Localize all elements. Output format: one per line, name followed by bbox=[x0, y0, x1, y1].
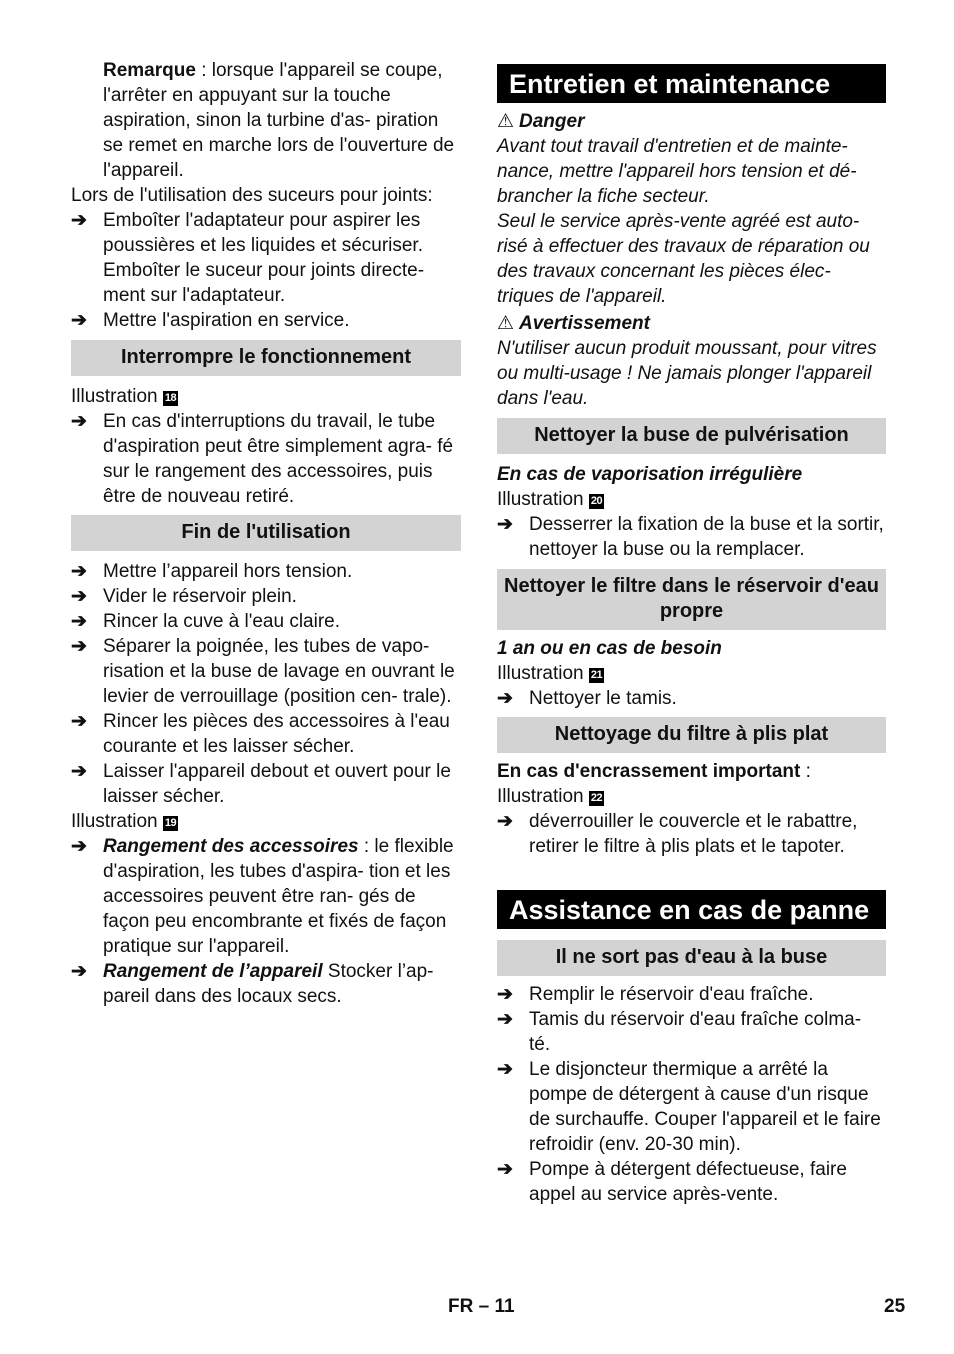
nozzle-condition: En cas de vaporisation irrégulière bbox=[497, 464, 803, 485]
list-item: ➔ Emboîter l'adaptateur pour aspirer les poussières et les liquides et sécuriser. Emboîter le suceur pour joints directe- ment sur l'adaptateur. bbox=[71, 210, 425, 306]
list-item: ➔ Mettre l'aspiration en service. bbox=[71, 310, 350, 331]
illustration-ref: Illustration 21 bbox=[497, 663, 603, 684]
figure-number-badge: 21 bbox=[590, 669, 603, 681]
list-item: ➔ Rincer les pièces des accessoires à l'eau courante et les laisser sécher. bbox=[71, 711, 450, 757]
store-device-label: Rangement de l’appareil bbox=[103, 961, 323, 982]
filter-condition: 1 an ou en cas de besoin bbox=[497, 638, 722, 659]
list-item: ➔ Laisser l'appareil debout et ouvert pour le laisser sécher. bbox=[71, 761, 451, 807]
arrow-bullet-icon: ➔ bbox=[497, 688, 513, 709]
list-item: ➔ Rangement des accessoires : le flexible d'aspiration, les tubes d'aspira- tion et les accessoires peuvent être ran- gés de façon peu encombrante et fixés de façon pratique sur l'appareil. bbox=[71, 836, 454, 957]
note-text: : lorsque l'appareil se coupe, l'arrêter en appuyant sur la touche aspiration, sinon la turbine d'as- piration se remet en marche lors de l'ouverture de l'appareil. bbox=[103, 60, 455, 181]
figure-number-badge: 18 bbox=[164, 392, 177, 404]
figure-number-badge: 19 bbox=[164, 817, 177, 829]
list-item: ➔ Remplir le réservoir d'eau fraîche. bbox=[497, 984, 814, 1005]
warning-heading: ⚠ Avertissement bbox=[497, 313, 650, 334]
illustration-ref: Illustration 20 bbox=[497, 489, 603, 510]
section-heading-flat-filter: Nettoyage du filtre à plis plat bbox=[497, 717, 886, 753]
list-item: ➔ En cas d'interruptions du travail, le tube d'aspiration peut être simplement agra- fé sur le rangement des accessoires, puis être de nouveau retiré. bbox=[71, 411, 454, 507]
danger-heading: ⚠ Danger bbox=[497, 111, 585, 132]
list-item: ➔ Rincer la cuve à l'eau claire. bbox=[71, 611, 341, 632]
footer-language: FR – 11 bbox=[448, 1296, 515, 1317]
joints-intro: Lors de l'utilisation des suceurs pour joints: bbox=[71, 185, 433, 206]
arrow-bullet-icon: ➔ bbox=[497, 1009, 513, 1030]
left-column bbox=[71, 58, 461, 1009]
store-accessories-label: Rangement des accessoires bbox=[103, 836, 359, 857]
list-item: ➔ déverrouiller le couvercle et le rabattre, retirer le filtre à plis plats et le tapoter. bbox=[497, 811, 858, 857]
list-item: ➔ Vider le réservoir plein. bbox=[71, 586, 297, 607]
arrow-bullet-icon: ➔ bbox=[71, 611, 87, 632]
arrow-bullet-icon: ➔ bbox=[497, 984, 513, 1005]
arrow-bullet-icon: ➔ bbox=[71, 711, 87, 732]
section-heading-nozzle: Nettoyer la buse de pulvérisation bbox=[497, 418, 886, 454]
arrow-bullet-icon: ➔ bbox=[497, 514, 513, 535]
danger-text-2: Seul le service après-vente agréé est auto- risé à effectuer des travaux de réparation ou des travaux concernant les pièces élec- triques de l'appareil. bbox=[497, 211, 870, 307]
arrow-bullet-icon: ➔ bbox=[71, 411, 87, 432]
arrow-bullet-icon: ➔ bbox=[497, 1059, 513, 1080]
list-item: ➔ Séparer la poignée, les tubes de vapo- risation et la buse de lavage en ouvrant le levier de verrouillage (position cen- trale). bbox=[71, 636, 455, 707]
illustration-ref: Illustration 19 bbox=[71, 811, 177, 832]
list-item: ➔ Tamis du réservoir d'eau fraîche colma- té. bbox=[497, 1009, 862, 1055]
right-column bbox=[497, 64, 886, 1207]
arrow-bullet-icon: ➔ bbox=[71, 961, 87, 982]
section-heading-interrupt: Interrompre le fonctionnement bbox=[71, 340, 461, 376]
figure-number-badge: 22 bbox=[590, 792, 603, 804]
illustration-ref: Illustration 18 bbox=[71, 386, 177, 407]
note-label: Remarque bbox=[103, 60, 196, 81]
flat-condition: En cas d'encrassement important : bbox=[497, 761, 811, 782]
section-heading-no-water: Il ne sort pas d'eau à la buse bbox=[497, 940, 886, 976]
list-item: ➔ Rangement de l’appareil Stocker l’ap- pareil dans des locaux secs. bbox=[71, 961, 434, 1007]
danger-text-1: Avant tout travail d'entretien et de mainte- nance, mettre l'appareil hors tension et dé- brancher la fiche secteur. bbox=[497, 136, 857, 207]
section-heading-end-of-use: Fin de l'utilisation bbox=[71, 515, 461, 551]
arrow-bullet-icon: ➔ bbox=[71, 836, 87, 857]
arrow-bullet-icon: ➔ bbox=[497, 811, 513, 832]
illustration-ref: Illustration 22 bbox=[497, 786, 603, 807]
list-item: ➔ Mettre l’appareil hors tension. bbox=[71, 561, 353, 582]
arrow-bullet-icon: ➔ bbox=[71, 636, 87, 657]
list-item: ➔ Le disjoncteur thermique a arrêté la pompe de détergent à cause d'un risque de surchauffe. Couper l'appareil et le faire refroidir (env. 20-30 min). bbox=[497, 1059, 881, 1155]
arrow-bullet-icon: ➔ bbox=[71, 210, 87, 231]
chapter-heading-maintenance: Entretien et maintenance bbox=[497, 64, 886, 103]
arrow-bullet-icon: ➔ bbox=[71, 586, 87, 607]
arrow-bullet-icon: ➔ bbox=[71, 761, 87, 782]
figure-number-badge: 20 bbox=[590, 495, 603, 507]
note-paragraph bbox=[71, 58, 461, 183]
warning-text: N'utiliser aucun produit moussant, pour vitres ou multi-usage ! Ne jamais plonger l'appareil dans l'eau. bbox=[497, 338, 877, 409]
warning-triangle-icon: ⚠ bbox=[497, 313, 515, 334]
list-item: ➔ Nettoyer le tamis. bbox=[497, 688, 677, 709]
warning-triangle-icon: ⚠ bbox=[497, 111, 515, 132]
arrow-bullet-icon: ➔ bbox=[497, 1159, 513, 1180]
arrow-bullet-icon: ➔ bbox=[71, 310, 87, 331]
page-number: 25 bbox=[884, 1296, 906, 1317]
footer-section-page: – 11 bbox=[478, 1296, 515, 1317]
chapter-heading-troubleshooting: Assistance en cas de panne bbox=[497, 890, 886, 929]
list-item: ➔ Pompe à détergent défectueuse, faire appel au service après-vente. bbox=[497, 1159, 847, 1205]
section-heading-tank-filter: Nettoyer le filtre dans le réservoir d'eau propre bbox=[497, 569, 886, 630]
arrow-bullet-icon: ➔ bbox=[71, 561, 87, 582]
list-item: ➔ Desserrer la fixation de la buse et la sortir, nettoyer la buse ou la remplacer. bbox=[497, 514, 884, 560]
